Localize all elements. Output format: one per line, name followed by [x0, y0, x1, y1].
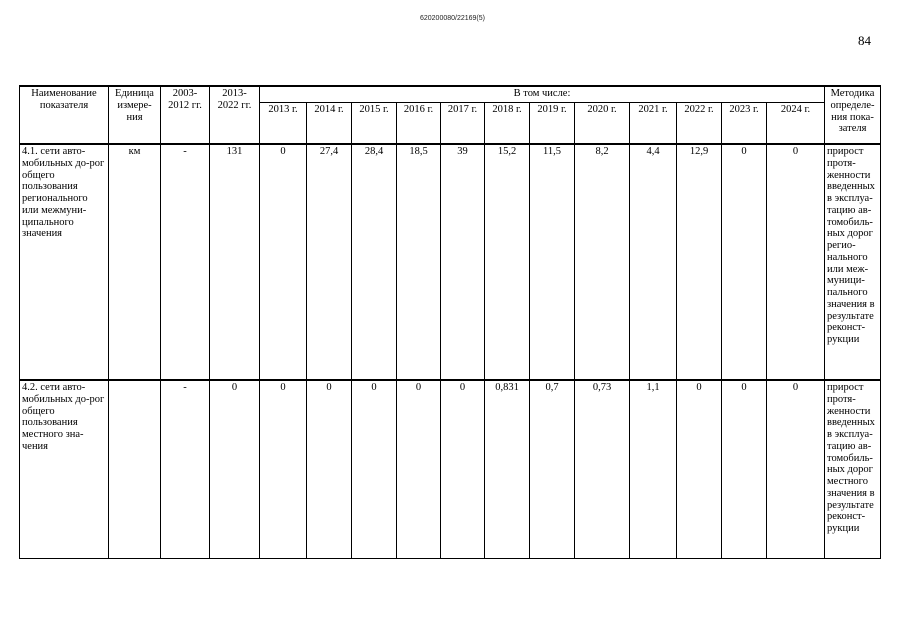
- value-cell: 12,9: [677, 144, 722, 380]
- value-cell: 1,1: [630, 380, 677, 558]
- value-cell: 0,7: [530, 380, 575, 558]
- row-name: 4.2. сети авто-мобильных до-рог общего пользования местного зна-чения: [20, 380, 109, 558]
- year-header: 2020 г.: [575, 102, 630, 144]
- row-2013-2022: 131: [210, 144, 260, 380]
- value-cell: 0,73: [575, 380, 630, 558]
- table-row: [20, 144, 881, 380]
- value-cell: 28,4: [352, 144, 397, 380]
- value-cell: 0: [722, 144, 767, 380]
- value-cell: 0: [767, 144, 825, 380]
- row-name: 4.1. сети авто-мобильных до-рог общего пользования регионального или межмуни-ципального значения: [20, 144, 109, 380]
- value-cell: 8,2: [575, 144, 630, 380]
- row-2013-2022: 0: [210, 380, 260, 558]
- year-header: 2017 г.: [441, 102, 485, 144]
- indicator-table: [19, 85, 881, 559]
- year-header: 2013 г.: [260, 102, 307, 144]
- header-method: Методика определе-ния пока-зателя: [825, 86, 881, 144]
- header-2013-2022: 2013-2022 гг.: [210, 86, 260, 144]
- row-method: прирост протя-женности введенных в эксплуа-тацию ав-томобиль-ных дорог местного значения в результате реконст-рукции: [825, 380, 881, 558]
- value-cell: 0: [722, 380, 767, 558]
- row-unit: [109, 380, 161, 558]
- header-2003-2012: 2003-2012 гг.: [161, 86, 210, 144]
- value-cell: 39: [441, 144, 485, 380]
- value-cell: 4,4: [630, 144, 677, 380]
- year-header: 2019 г.: [530, 102, 575, 144]
- document-id: 620200080/22169(5): [419, 15, 485, 22]
- value-cell: 18,5: [397, 144, 441, 380]
- value-cell: 0: [767, 380, 825, 558]
- row-2003-2012: -: [161, 144, 210, 380]
- value-cell: 0: [307, 380, 352, 558]
- header-unit: Единица измере-ния: [109, 86, 161, 144]
- table-row: [20, 380, 881, 558]
- value-cell: 0: [677, 380, 722, 558]
- year-header: 2021 г.: [630, 102, 677, 144]
- header-name: Наименование показателя: [20, 86, 109, 144]
- value-cell: 27,4: [307, 144, 352, 380]
- value-cell: 11,5: [530, 144, 575, 380]
- row-unit: км: [109, 144, 161, 380]
- value-cell: 0: [260, 380, 307, 558]
- row-2003-2012: -: [161, 380, 210, 558]
- year-header: 2023 г.: [722, 102, 767, 144]
- value-cell: 0: [260, 144, 307, 380]
- year-header: 2024 г.: [767, 102, 825, 144]
- year-header: 2014 г.: [307, 102, 352, 144]
- page-number: 84: [858, 33, 871, 48]
- header-including: В том числе:: [260, 86, 825, 102]
- value-cell: 0,831: [485, 380, 530, 558]
- value-cell: 15,2: [485, 144, 530, 380]
- value-cell: 0: [397, 380, 441, 558]
- year-header: 2015 г.: [352, 102, 397, 144]
- value-cell: 0: [352, 380, 397, 558]
- year-header: 2016 г.: [397, 102, 441, 144]
- year-header: 2018 г.: [485, 102, 530, 144]
- year-header: 2022 г.: [677, 102, 722, 144]
- row-method: прирост протя-женности введенных в эксплуа-тацию ав-томобиль-ных дорог регио-нального или меж-муници-пального значения в результате реконст-рукции: [825, 144, 881, 380]
- value-cell: 0: [441, 380, 485, 558]
